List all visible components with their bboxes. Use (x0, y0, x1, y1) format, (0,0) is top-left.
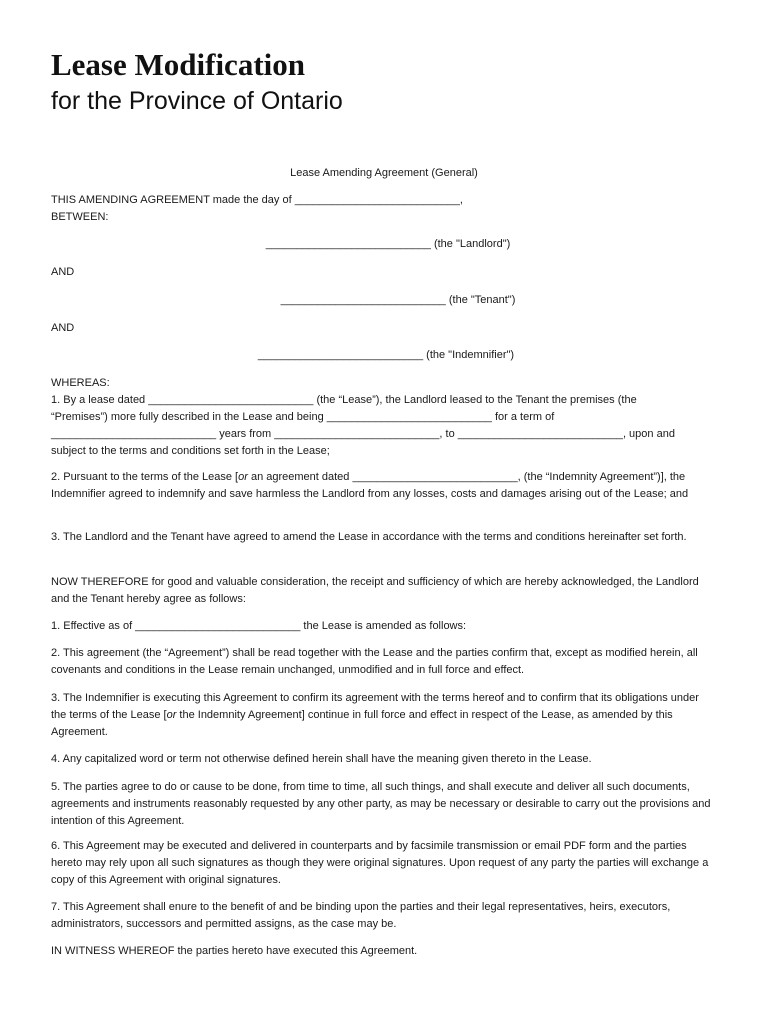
recital-2-or: or (238, 471, 248, 483)
between-label: BETWEEN: (51, 211, 109, 223)
and-label-1: AND (51, 266, 75, 278)
agreement-heading: Lease Amending Agreement (General) (290, 167, 478, 179)
clause-3-text-b: the Indemnity Agreement] continue in full force and effect in respect of the Lease, as amended by this Agreement. (51, 709, 676, 738)
clause-5: 5. The parties agree to do or cause to be done, from time to time, all such things, and shall execute and deliver all such documents, agreements and instruments reasonably requested by any other party, as may be necessary or desirable to carry out the provisions and intention of this Agreement. (51, 781, 714, 827)
intro-paragraph (51, 192, 717, 226)
witness-paragraph: IN WITNESS WHEREOF the parties hereto have executed this Agreement. (51, 945, 418, 957)
clause-2: 2. This agreement (the “Agreement”) shall be read together with the Lease and the parties confirm that, except as modified herein, all covenants and conditions in the Lease remain unchanged, unmodified and in full force and effect. (51, 647, 701, 676)
landlord-line: ___________________________ (the "Landlord") (265, 238, 511, 250)
recital-1-line-2: “Premises”) more fully described in the Lease and being ___________________________ for a term of (51, 411, 555, 423)
indemnifier-line: ___________________________ (the "Indemnifier") (257, 349, 515, 361)
document-title: Lease Modification (51, 47, 305, 82)
whereas-label: WHEREAS: (51, 377, 110, 389)
recital-2-text-b: an agreement dated ___________________________, (the “Indemnity Agreement”)], the Indemnifier agreed to indemnify and save harmless the Landlord from any losses, costs and damages arising out of the Lease; and (51, 471, 689, 500)
recital-1-line-3: ___________________________ years from ___________________________, to ___________________________, upon and (51, 428, 675, 440)
clause-3-or: or (166, 709, 177, 721)
recital-1-line-4: subject to the terms and conditions set forth in the Lease; (51, 445, 330, 457)
clause-1: 1. Effective as of ___________________________ the Lease is amended as follows: (51, 620, 467, 632)
and-label-2: AND (51, 322, 75, 334)
clause-7: 7. This Agreement shall enure to the benefit of and be binding upon the parties and their legal representatives, heirs, executors, administrators, successors and permitted assigns, as the case may be. (51, 901, 674, 930)
clause-3 (51, 690, 717, 741)
tenant-line: ___________________________ (the "Tenant") (280, 294, 516, 306)
recital-2 (51, 469, 717, 503)
now-therefore-paragraph: NOW THEREFORE for good and valuable consideration, the receipt and sufficiency of which are hereby acknowledged, the Landlord and the Tenant hereby agree as follows: (51, 576, 702, 605)
recital-3: 3. The Landlord and the Tenant have agreed to amend the Lease in accordance with the terms and conditions hereinafter set forth. (51, 531, 687, 543)
clause-3-text-a: 3. The Indemnifier is executing this Agreement to confirm its agreement with the terms hereof and to confirm that its obligations under the terms of the Lease [ (51, 692, 702, 721)
clause-6: 6. This Agreement may be executed and delivered in counterparts and by facsimile transmission or email PDF form and the parties hereto may rely upon all such signatures as though they were original signatures. Upon request of any party the parties will exchange a copy of this Agreement with original signatures. (51, 840, 712, 886)
document-subtitle: for the Province of Ontario (51, 87, 343, 115)
recitals-section (51, 375, 717, 460)
intro-date-line: THIS AMENDING AGREEMENT made the day of ___________________________, (51, 194, 463, 206)
clause-4: 4. Any capitalized word or term not otherwise defined herein shall have the meaning given thereto in the Lease. (51, 753, 592, 765)
recital-2-text-a: 2. Pursuant to the terms of the Lease [ (51, 471, 239, 483)
recital-1-line-1: 1. By a lease dated ___________________________ (the “Lease”), the Landlord leased to the Tenant the premises (the (51, 394, 637, 406)
